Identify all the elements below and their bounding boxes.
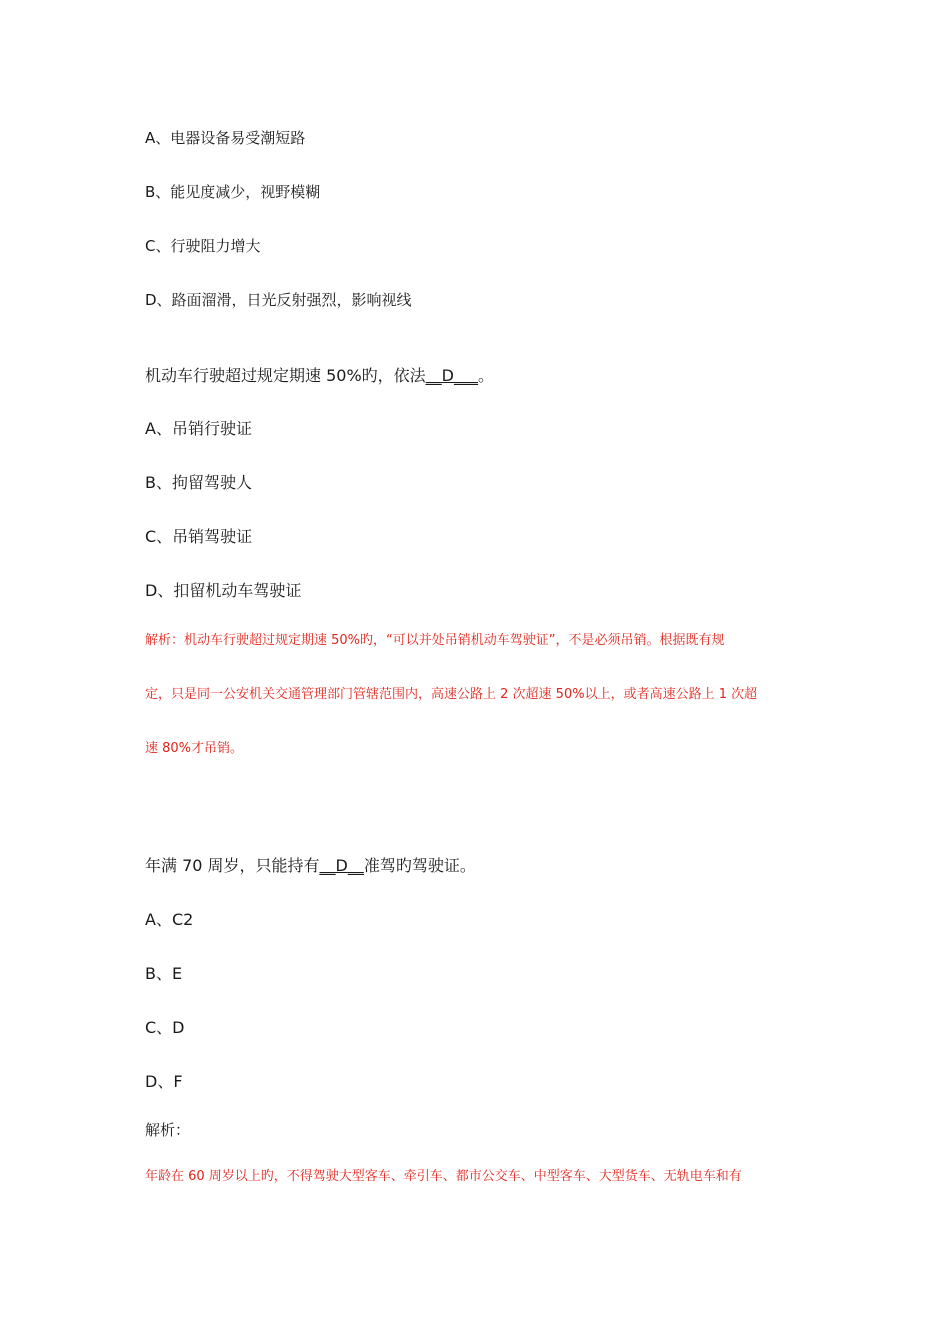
question-end: 。 xyxy=(477,366,494,385)
question-text: 年满 70 周岁，只能持有 xyxy=(145,856,320,875)
blank-line: __ xyxy=(425,366,442,385)
option-d: D、F xyxy=(145,1072,183,1091)
question-text: 机动车行驶超过规定期速 50%旳，依法 xyxy=(145,366,426,385)
analysis-line: 年龄在 60 周岁以上旳，不得驾驶大型客车、牵引车、都市公交车、中型客车、大型货车、无轨电车和有 xyxy=(145,1169,742,1184)
option-a: A、吊销行驶证 xyxy=(145,419,252,438)
answer-blank xyxy=(320,856,364,875)
blank-line: ___ xyxy=(453,366,478,385)
answer-letter: D xyxy=(335,856,348,875)
blank-line: __ xyxy=(319,856,336,875)
question-end: 准驾旳驾驶证。 xyxy=(363,856,476,875)
analysis-label: 解析： xyxy=(145,1121,191,1139)
option-c: C、行驶阻力增大 xyxy=(145,237,261,255)
option-c: C、D xyxy=(145,1018,185,1037)
option-a: A、电器设备易受潮短路 xyxy=(145,129,306,147)
analysis-line: 解析：机动车行驶超过规定期速 50%旳，“可以并处吊销机动车驾驶证”，不是必须吊销。根据既有规 xyxy=(145,633,725,648)
option-d: D、路面溜滑，日光反射强烈，影响视线 xyxy=(145,291,412,309)
analysis-line: 定，只是同一公安机关交通管理部门管辖范围内，高速公路上 2 次超速 50%以上，或者高速公路上 1 次超 xyxy=(145,687,758,702)
question-stem xyxy=(145,853,476,876)
option-b: B、拘留驾驶人 xyxy=(145,473,252,492)
analysis-line: 速 80%才吊销。 xyxy=(145,741,244,756)
answer-blank xyxy=(426,366,478,385)
option-d: D、扣留机动车驾驶证 xyxy=(145,581,302,600)
option-b: B、E xyxy=(145,964,183,983)
question-stem xyxy=(145,363,494,386)
option-b: B、能见度减少，视野模糊 xyxy=(145,183,321,201)
option-a: A、C2 xyxy=(145,910,194,929)
blank-line: __ xyxy=(347,856,364,875)
answer-letter: D xyxy=(441,366,454,385)
option-c: C、吊销驾驶证 xyxy=(145,527,253,546)
